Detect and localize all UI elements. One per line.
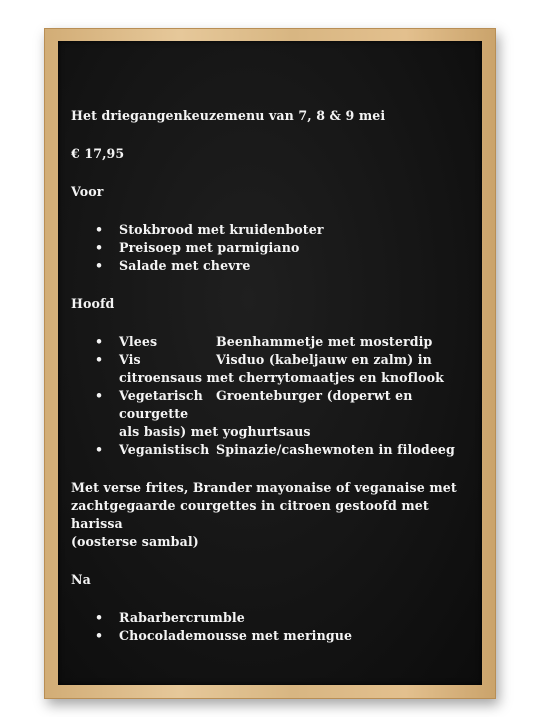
bullet-icon: • — [95, 442, 104, 457]
na-list — [71, 609, 481, 645]
dish-label: Vis — [119, 352, 141, 367]
list-item: • Salade met chevre — [95, 258, 251, 273]
menu-price: € 17,95 — [71, 146, 125, 161]
bullet-icon: • — [95, 222, 104, 237]
section-heading-voor: Voor — [71, 184, 104, 199]
list-item — [71, 387, 481, 441]
dish-text: Visduo (kabeljauw en zalm) in — [216, 352, 432, 367]
hoofd-list — [71, 333, 481, 459]
list-item: • Chocolademousse met meringue — [95, 628, 353, 643]
list-item: • Preisoep met parmigiano — [95, 240, 300, 255]
chalkboard — [58, 41, 482, 685]
section-heading-na: Na — [71, 572, 91, 587]
bullet-icon: • — [95, 388, 104, 403]
list-item — [71, 351, 481, 387]
bullet-icon: • — [95, 628, 104, 643]
dish-text: Spinazie/cashewnoten in filodeeg — [216, 442, 455, 457]
bullet-icon: • — [95, 610, 104, 625]
bullet-icon: • — [95, 334, 104, 349]
bullet-icon: • — [95, 258, 104, 273]
menu-content — [71, 107, 481, 645]
menu-title: Het driegangenkeuzemenu van 7, 8 & 9 mei — [71, 108, 386, 123]
list-item — [71, 441, 481, 459]
dish-label: Vegetarisch — [119, 388, 203, 403]
bullet-icon: • — [95, 352, 104, 367]
wooden-frame — [44, 28, 496, 699]
bullet-icon: • — [95, 240, 104, 255]
sides-text: Met verse frites, Brander mayonaise of veganaise met zachtgegaarde courgettes in citroen gestoofd met harissa (oosterse sambal) — [71, 480, 457, 549]
dish-text: Groenteburger (doperwt en courgette — [119, 388, 413, 421]
dish-label: Vlees — [119, 334, 158, 349]
dish-text-cont: als basis) met yoghurtsaus — [119, 424, 311, 439]
voor-list — [71, 221, 481, 275]
dish-text-cont: citroensaus met cherrytomaatjes en knoflook — [119, 370, 444, 385]
dish-label: Veganistisch — [119, 442, 210, 457]
list-item: • Stokbrood met kruidenboter — [95, 222, 324, 237]
list-item: • Rabarbercrumble — [95, 610, 245, 625]
dish-text: Beenhammetje met mosterdip — [216, 334, 433, 349]
section-heading-hoofd: Hoofd — [71, 296, 115, 311]
list-item — [71, 333, 481, 351]
